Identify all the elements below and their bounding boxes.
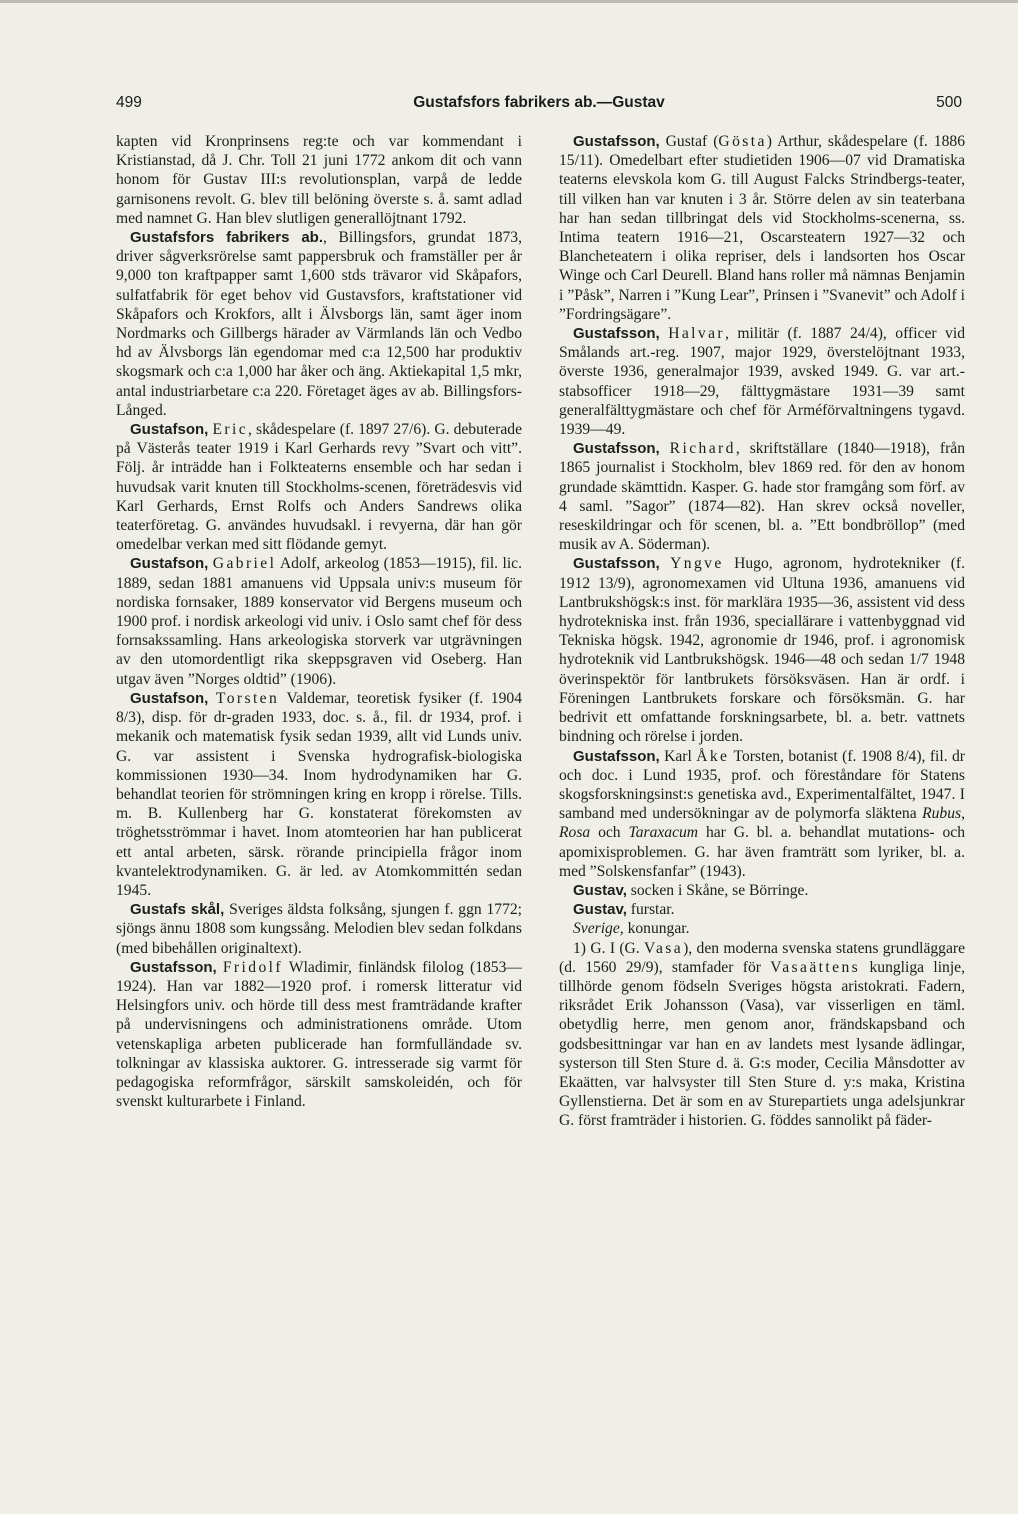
entry-headword: Gustafsson, (573, 747, 660, 765)
entry-headword: Gustafsfors fabrikers ab. (130, 229, 323, 247)
spaced-dynasty: Vasaättens (770, 958, 861, 976)
entry-headword: Gustafsson, (573, 555, 660, 573)
spaced-name: Fridolf (222, 958, 283, 976)
spaced-name: Eric (212, 421, 249, 439)
genus-rubus: Rubus (922, 805, 962, 823)
entry-headword: Gustafsson, (130, 958, 217, 976)
spaced-name: Åke (696, 747, 730, 765)
page-header (116, 94, 962, 118)
spaced-name: Yngve (670, 555, 724, 573)
page-number-left: 499 (116, 94, 142, 111)
right-column (559, 132, 965, 1131)
spaced-name: Gösta (718, 133, 767, 150)
entry-headword: Gustafs skål, (130, 901, 225, 919)
page-number-right: 500 (936, 94, 962, 111)
genus-rosa: Rosa (559, 824, 591, 842)
entry-gustav-socken: Gustav, socken i Skåne, se Börringe. (573, 881, 809, 899)
birth-date: 27/6 (393, 421, 422, 439)
spaced-name: Gabriel (212, 555, 277, 573)
entry-gustafsson-gosta: Gustafsson, Gustaf (Gösta) Arthur, skådespelare (f. 1886 15/11). Omedelbart efter studietiden 1906—07 vid Dramatiska teaterns elevskola kom G. till August Falcks Strindbergs-teater, till vilken han var knuten i 3 år. Större delen av sin teaterbana har han sedan tillbringat dels vid Stockholms-scenerna, ss. Intima teatern 1916—21, Oscarsteatern 1927—32 och Blancheteatern i olika repriser, dels i landsorten hos Oscar Winge och Carl Deurell. Bland hans roller må nämnas Benjamin i ”Påsk”, Narren i ”Kung Lear”, Prinsen i ”Svanevit” och Adolf i ”Fordringsägare”. (559, 133, 965, 323)
entry-gustafsson-yngve: Gustafsson, Yngve Hugo, agronom, hydrotekniker (f. 1912 13/9), agronomexamen vid Ultuna 1936, amanuens vid Lantbrukshögsk:s inst. för marklära 1935—36, assistent vid dess hydrotekniska inst. från 1936, speciallärare i vattenbyggnad vid Tekniska högsk. 1942, agronomie dr 1946, prof. i agronomisk hydroteknik vid Lantbrukshögsk. 1946—48 och sedan 1/7 1948 överinspektör för lantbrukets försöksväsen. Han är ordf. i Föreningen Lantbrukets forskare och försöksmän. G. har bedrivit ett omfattande forskningsarbete, bl. a. betr. vattnets bindning och rörelse i jorden. (559, 555, 966, 746)
spaced-name: Halvar (668, 325, 726, 343)
entry-headword: Gustafsson, (573, 325, 660, 343)
entry-headword: Gustafson, (130, 689, 209, 707)
entry-gustafsson-halvar: Gustafsson, Halvar, militär (f. 1887 24/4), officer vid Smålands art.-reg. 1907, major 1929, överstelöjtnant 1933, överste 1936, generalmajor 1939, avsked 1949. G. var art.-stabsofficer 1918—29, fälttygmästare 1931—39 samt generalfälttygmästare och chef för Arméförvaltningens tygavd. 1939—49. (559, 325, 965, 439)
entry-gustav-i-vasa: 1) G. I (G. Vasa), den moderna svenska statens grundläggare (d. 1560 29/9), stamfader för Vasaättens kungliga linje, tillhörde genom födseln Sveriges högsta aristokrati. Fadern, riksrådet Erik Johansson (Vasa), var visserligen en täml. obetydlig herre, men genom anor, frändskapsband och godsbesittningar var han en av landets mest lysande ädlingar, systerson till Sten Sture d. ä. G:s moder, Cecilia Månsdotter av Ekaätten, var halvsyster till Sten Sture d. y:s maka, Kristina Gyllenstierna. Det är som en av Sturepartiets unga adelsjunkrar G. först framträder i historien. G. föddes sannolikt på fäder- (559, 939, 966, 1130)
subheading-sverige: Sverige, konungar. (573, 920, 690, 938)
entry-gustafson-torsten: Gustafson, Torsten Valdemar, teoretisk fysiker (f. 1904 8/3), disp. för dr-graden 1933, doc. s. å., fil. dr 1934, prof. i mekanik och matematisk fysik sedan 1939, allt vid Lunds univ. G. var assistent i Svenska hydrografisk-biologiska kommissionen 1930—34. Inom hydrodynamiken har G. behandlat teorien för strömningen kring en kropp i rörelse. Tills. m. B. Kullenberg har G. konstaterat förekomsten av tröghetsströmmar i havet. Inom atomteorien har han publicerat ett antal arbeten, särsk. rörande principiella frågor inom kvantelektrodynamiken. G. är led. av Atomkommittén sedan 1945. (116, 689, 522, 899)
entry-headword: Gustafson, (130, 421, 209, 439)
entry-headword: Gustafson, (130, 555, 209, 573)
birth-date: 8/4 (896, 747, 917, 765)
entry-gustafsfors-fabrikers: Gustafsfors fabrikers ab., Billingsfors, grundat 1873, driver sågverksrörelse samt pappersbruk och framställer per år 9,000 ton kraftpapper samt 1,600 stds trävaror vid Skåpafors, sulfatfabrik för eget behov vid Gustavsfors, kraftstationer vid Skåpafors och Krokfors, allt i Älvsborgs län, samt äger inom Nordmarks och Gillbergs härader av Värmlands län och Vedbo hd av Älvsborgs län egendomar med c:a 12,500 har produktiv skogsmark och c:a 1,000 har åker och äng. Aktiekapital 1,5 mkr, antal industriarbetare c:a 220. Företaget äges av ab. Billingsfors-Långed. (116, 229, 523, 419)
entry-headword: Gustav, (573, 881, 627, 899)
left-column (116, 132, 522, 1111)
running-title: Gustafsfors fabrikers ab.—Gustav (413, 94, 665, 111)
genus-taraxacum: Taraxacum (628, 824, 699, 842)
entry-gustafson-eric: Gustafson, Eric, skådespelare (f. 1897 27/6). G. debuterade på Västerås teater 1919 i Karl Gerhards revy ”Svart och vitt”. Följ. år inträdde han i Folkteaterns ensemble och har sedan i huvudsak varit knuten till Stockholms-scenen, företrädesvis vid Karl Gerhards, Ernst Rolfs och Anders Sandrews olika teaterföretag. G. användes huvudsakl. i revyerna, där han gör omedelbar verkan med sitt flödande gemyt. (116, 421, 522, 554)
birth-date: 8/3 (116, 709, 136, 727)
spaced-name: Richard (669, 440, 736, 458)
entry-headword: Gustafsson, (573, 133, 660, 150)
birth-date: 15/11 (559, 152, 594, 170)
spaced-name: Vasa (644, 939, 684, 957)
top-border-line (0, 0, 1018, 3)
date: 1/7 (908, 651, 929, 669)
entry-headword: Gustav, (573, 901, 627, 919)
entry-gustafs-skal: Gustafs skål, Sveriges äldsta folksång, sjungen f. ggn 1772; sjöngs ännu 1808 som kungssång. Melodien blev sedan folkdans (med bibehållen originaltext). (116, 901, 522, 957)
entry-gustafsson-ake: Gustafsson, Karl Åke Torsten, botanist (f. 1908 8/4), fil. dr och doc. i Lund 1935, prof. och föreståndare för Statens skogsforskningsinst:s genetiska avd., Experimentalfältet, 1947. I samband med undersökningar av de polymorfa släktena Rubus, Rosa och Taraxacum har G. bl. a. behandlat mutations- och apomixisproblemen. G. har även framträtt som lyriker, bl. a. med ”Solskensfanfar” (1943). (559, 747, 965, 880)
continuation-paragraph: kapten vid Kronprinsens reg:te och var kommendant i Kristianstad, då J. Chr. Toll 21 juni 1772 ankom dit och vann honom för Gustav III:s revolutionsplan, varpå de ledde garnisonens revolt. G. blev till belöning överste s. å. samt adlad med namnet G. Han blev slutligen generallöjtnant 1792. (116, 133, 522, 227)
spaced-name: Torsten (215, 689, 280, 707)
entry-headword: Gustafsson, (573, 440, 660, 458)
entry-gustafson-gabriel: Gustafson, Gabriel Adolf, arkeolog (1853—1915), fil. lic. 1889, sedan 1881 amanuens vid Uppsala univ:s museum för nordiska fornsaker, 1889 konservator vid Bergens museum och 1900 prof. i nordisk arkeologi vid univ. i Oslo samt chef för dess fornsakssamling. Hans arkeologiska storverk var utgrävningen av den utomordentligt rika skeppsgraven vid Oseberg. Han utgav även ”Norges oldtid” (1906). (116, 555, 522, 688)
entry-gustav-furstar: Gustav, furstar. (573, 901, 675, 919)
country-subheading: Sverige, (573, 920, 624, 938)
entry-gustafsson-richard: Gustafsson, Richard, skriftställare (1840—1918), från 1865 journalist i Stockholm, blev 1869 red. för den av honom grundade skämttidn. Kasper. G. hade stor framgång som förf. av 4 saml. ”Sagor” (1874—82). Han skrev också noveller, reseskildringar och för scenen, bl. a. ”Ett bondbröllop” (med musik av A. Söderman). (559, 440, 965, 554)
birth-date: 13/9 (597, 574, 626, 592)
death-date: 29/9 (625, 958, 654, 976)
entry-gustafsson-fridolf: Gustafsson, Fridolf Wladimir, finländsk filolog (1853—1924). Han var 1882—1920 prof. i romersk litteratur vid Helsingfors univ. och hörde till dess mest framträdande krafter på undervisningens och administrationens område. Utom vetenskapliga arbeten publicerade han formfulländade sv. tolkningar av klassiska auktorer. G. intresserade sig varmt för pedagogiska reformfrågor, särskilt samskoleidén, och för svenskt kulturarbete i Finland. (116, 958, 522, 1111)
birth-date: 24/4 (849, 325, 878, 343)
